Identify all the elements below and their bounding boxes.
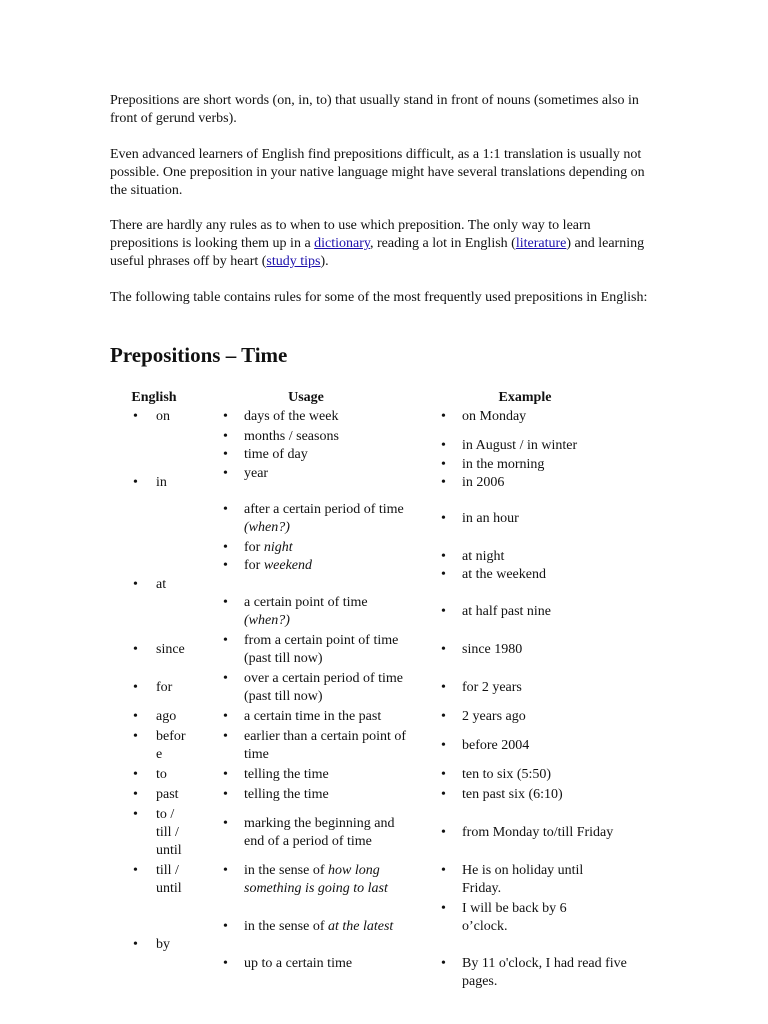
bullet-icon: •	[133, 642, 138, 657]
intro-paragraph-3	[110, 217, 650, 271]
english-cell	[133, 806, 205, 860]
usage-text	[223, 918, 413, 936]
intro-paragraph-4: The following table contains rules for some of the most frequently used prepositions in English:	[110, 290, 648, 305]
usage-fragment-italic: (when?)	[244, 520, 290, 535]
bullet-icon: •	[133, 475, 138, 490]
usage-fragment: after a certain period of time	[244, 502, 404, 517]
bullet-icon: •	[441, 549, 446, 564]
example-cell	[441, 786, 641, 804]
usage-cell	[223, 670, 413, 706]
usage-text: a certain time in the past	[244, 709, 382, 724]
example-cell	[441, 408, 641, 426]
bullet-icon: •	[133, 863, 138, 878]
example-text: in an hour	[462, 511, 519, 526]
usage-cell	[223, 786, 413, 804]
example-cell	[441, 641, 641, 659]
usage-cell	[223, 955, 413, 973]
example-text: in 2006	[462, 475, 505, 490]
literature-link[interactable]: literature	[515, 236, 567, 251]
example-text: By 11 o'clock, I had read five pages.	[462, 956, 627, 989]
english-cell	[133, 641, 205, 659]
example-text: for 2 years	[462, 680, 522, 695]
usage-text: from a certain point of time (past till now)	[244, 633, 399, 666]
usage-cell	[223, 408, 413, 426]
bullet-icon: •	[441, 475, 446, 490]
usage-text: earlier than a certain point of time	[244, 729, 407, 762]
bullet-icon: •	[133, 680, 138, 695]
example-cell	[441, 548, 641, 566]
usage-text	[223, 594, 413, 630]
usage-text	[223, 862, 413, 898]
usage-text: over a certain period of time (past till now)	[244, 671, 403, 704]
example-cell	[441, 737, 641, 755]
usage-fragment: a certain point of time	[244, 595, 368, 610]
usage-text	[223, 501, 413, 537]
intro-text: ) and learning useful phrases off by heart (	[110, 236, 645, 269]
example-text: at night	[462, 549, 505, 564]
column-header-example: Example	[498, 390, 552, 405]
bullet-icon: •	[133, 729, 138, 744]
english-term: in	[156, 475, 167, 490]
usage-fragment: in the sense of	[244, 863, 328, 878]
example-text: from Monday to/till Friday	[462, 825, 614, 840]
bullet-icon: •	[441, 901, 446, 916]
english-term: past	[156, 787, 179, 802]
bullet-icon: •	[441, 604, 446, 619]
example-cell	[441, 474, 641, 492]
example-text: 2 years ago	[462, 709, 526, 724]
section-title: Prepositions – Time	[110, 343, 288, 367]
bullet-icon: •	[223, 709, 228, 724]
bullet-icon: •	[133, 937, 138, 952]
example-cell	[441, 766, 641, 784]
bullet-icon: •	[223, 956, 228, 971]
usage-text: telling the time	[244, 767, 329, 782]
bullet-icon: •	[223, 447, 228, 462]
example-cell	[441, 566, 641, 584]
english-cell	[133, 862, 205, 898]
english-cell	[133, 936, 205, 954]
bullet-icon: •	[441, 738, 446, 753]
english-cell	[133, 474, 205, 492]
bullet-icon: •	[441, 825, 446, 840]
usage-cell	[223, 501, 413, 537]
english-term: befor e	[156, 729, 186, 762]
bullet-icon: •	[223, 816, 228, 831]
bullet-icon: •	[441, 457, 446, 472]
example-text: since 1980	[462, 642, 523, 657]
example-text: on Monday	[462, 409, 527, 424]
bullet-icon: •	[441, 767, 446, 782]
example-cell	[441, 510, 641, 528]
example-text: He is on holiday until Friday.	[462, 863, 584, 896]
bullet-icon: •	[133, 709, 138, 724]
example-cell	[441, 708, 641, 726]
usage-fragment: for	[244, 558, 264, 573]
usage-fragment-italic: at the latest	[327, 919, 394, 934]
english-cell	[133, 708, 205, 726]
example-text: at the weekend	[462, 567, 546, 582]
english-cell	[133, 679, 205, 697]
usage-text: marking the beginning and end of a period of time	[244, 816, 395, 849]
example-cell	[441, 900, 601, 936]
usage-text	[223, 539, 413, 557]
column-header-english: English	[131, 390, 177, 405]
usage-text: up to a certain time	[244, 956, 353, 971]
english-cell	[133, 786, 205, 804]
usage-cell	[223, 766, 413, 784]
intro-paragraph-2: Even advanced learners of English find prepositions difficult, as a 1:1 translation is usually not possible. One preposition in your native language might have several translations depending on the situation.	[110, 147, 645, 198]
example-cell	[441, 955, 636, 991]
study-tips-link[interactable]: study tips	[266, 254, 321, 269]
usage-fragment-italic: how long something is going to last	[244, 863, 388, 896]
bullet-icon: •	[223, 671, 228, 686]
usage-fragment: in the sense of	[244, 919, 328, 934]
bullet-icon: •	[223, 863, 228, 878]
bullet-icon: •	[133, 807, 138, 822]
bullet-icon: •	[223, 558, 228, 573]
english-term: on	[156, 409, 170, 424]
example-text: before 2004	[462, 738, 530, 753]
bullet-icon: •	[133, 767, 138, 782]
english-term: since	[156, 642, 185, 657]
usage-fragment-italic: (when?)	[244, 613, 290, 628]
example-cell	[441, 437, 641, 455]
usage-cell	[223, 728, 413, 764]
usage-text: months / seasons	[244, 429, 339, 444]
bullet-icon: •	[223, 540, 228, 555]
usage-text: year	[244, 466, 269, 481]
bullet-icon: •	[133, 577, 138, 592]
usage-cell	[223, 632, 413, 668]
english-term: ago	[156, 709, 177, 724]
example-text: in the morning	[462, 457, 545, 472]
bullet-icon: •	[223, 767, 228, 782]
usage-text: days of the week	[244, 409, 339, 424]
bullet-icon: •	[223, 466, 228, 481]
english-term: at	[156, 577, 167, 592]
bullet-icon: •	[223, 633, 228, 648]
usage-cell	[223, 594, 413, 630]
bullet-icon: •	[223, 595, 228, 610]
usage-cell	[223, 815, 413, 851]
usage-text	[223, 557, 413, 575]
example-text: at half past nine	[462, 604, 552, 619]
bullet-icon: •	[441, 642, 446, 657]
bullet-icon: •	[441, 709, 446, 724]
usage-cell	[223, 862, 413, 898]
bullet-icon: •	[441, 787, 446, 802]
example-cell	[441, 862, 611, 898]
example-text: in August / in winter	[462, 438, 578, 453]
usage-cell	[223, 708, 413, 726]
english-cell	[133, 766, 205, 784]
bullet-icon: •	[133, 409, 138, 424]
bullet-icon: •	[441, 680, 446, 695]
bullet-icon: •	[223, 409, 228, 424]
intro-paragraph-1: Prepositions are short words (on, in, to) that usually stand in front of nouns (sometimes also in front of gerund verbs).	[110, 93, 639, 126]
bullet-icon: •	[223, 919, 228, 934]
bullet-icon: •	[223, 502, 228, 517]
usage-cell	[223, 465, 413, 483]
english-cell	[133, 576, 205, 594]
bullet-icon: •	[441, 438, 446, 453]
usage-cell	[223, 557, 413, 575]
bullet-icon: •	[133, 787, 138, 802]
english-term: by	[156, 937, 170, 952]
usage-fragment-italic: night	[263, 540, 293, 555]
example-cell	[441, 824, 641, 842]
bullet-icon: •	[223, 429, 228, 444]
bullet-icon: •	[441, 956, 446, 971]
bullet-icon: •	[441, 863, 446, 878]
usage-fragment-italic: weekend	[263, 558, 313, 573]
column-header-usage: Usage	[288, 390, 324, 405]
english-term: to	[156, 767, 167, 782]
usage-cell	[223, 539, 413, 557]
english-term: till / until	[156, 863, 182, 896]
english-term: to / till / until	[156, 807, 182, 858]
usage-text: telling the time	[244, 787, 329, 802]
usage-cell	[223, 446, 413, 464]
english-cell	[133, 408, 205, 426]
example-cell	[441, 679, 641, 697]
bullet-icon: •	[441, 567, 446, 582]
usage-fragment: for	[244, 540, 264, 555]
example-text: ten to six (5:50)	[462, 767, 552, 782]
example-cell	[441, 603, 641, 621]
bullet-icon: •	[223, 787, 228, 802]
usage-text: time of day	[244, 447, 308, 462]
usage-cell	[223, 428, 413, 446]
bullet-icon: •	[441, 409, 446, 424]
intro-text: , reading a lot in English (	[370, 236, 516, 251]
intro-text: There are hardly any rules as to when to use which preposition. The only way to learn prepositions is looking them up in a	[110, 218, 591, 251]
bullet-icon: •	[223, 729, 228, 744]
example-cell	[441, 456, 641, 474]
intro-text: ).	[320, 254, 329, 269]
example-text: I will be back by 6 o’clock.	[462, 901, 567, 934]
usage-cell	[223, 918, 413, 936]
english-term: for	[156, 680, 173, 695]
english-cell	[133, 728, 205, 764]
dictionary-link[interactable]: dictionary	[314, 236, 371, 251]
bullet-icon: •	[441, 511, 446, 526]
example-text: ten past six (6:10)	[462, 787, 563, 802]
